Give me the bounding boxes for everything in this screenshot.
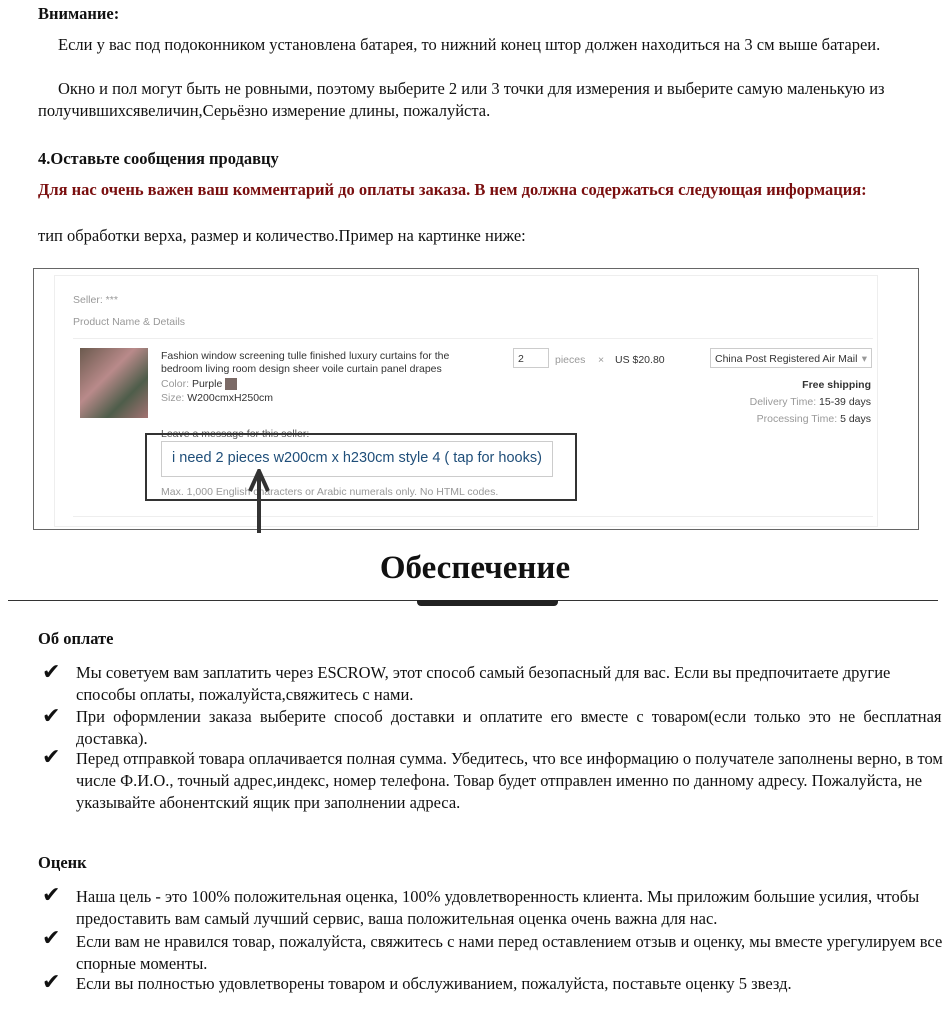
payment-item: Мы советуем вам заплатить через ESCROW, этот способ самый безопасный для вас. Если вы предпочитаете другие способы оплаты, пожалуйста,свяжитесь с нами. <box>76 663 891 704</box>
rating-item: Наша цель - это 100% положительная оценка, 100% удовлетворенность клиента. Мы приложим большие усилия, чтобы предоставить вам самый лучший сервис, ваша положительная оценка очень важна для нас. <box>76 887 920 928</box>
order-example-screenshot <box>33 268 919 530</box>
chevron-down-icon: ▾ <box>861 353 867 365</box>
message-textarea[interactable]: i need 2 pieces w200cm x h230cm style 4 ( tap for hooks) <box>161 441 553 477</box>
arrow-up-icon <box>248 469 270 533</box>
message-hint: Max. 1,000 English characters or Arabic numerals only. No HTML codes. <box>161 486 499 498</box>
color-value: Purple <box>191 378 223 390</box>
check-icon: ✔ <box>42 703 61 728</box>
divider-tab <box>417 600 558 606</box>
delivery-label: Delivery Time: <box>749 396 817 408</box>
delivery-value: 15-39 days <box>819 396 871 408</box>
size-label: Size: <box>161 392 185 404</box>
color-label: Color: <box>161 378 190 390</box>
guarantee-title: Обеспечение <box>379 550 571 586</box>
check-icon: ✔ <box>42 969 61 994</box>
highlight-box <box>145 433 577 501</box>
payment-item: При оформлении заказа выберите способ доставки и оплатите его вместе с товаром(если только это не бесплатная доставка). <box>76 707 942 748</box>
payment-item: Перед отправкой товара оплачивается полная сумма. Убедитесь, что все информацию о получателе заполнены верно, в том числе Ф.И.О., точный адрес,индекс, номер телефона. Товар будет отправлен именно по данному адресу. Пожалуйста, не указывайте абонентский ящик при заполнении адреса. <box>76 749 943 812</box>
product-name: Fashion window screening tulle finished luxury curtains for the bedroom living room design sheer voile curtain panel drapes <box>161 350 450 375</box>
unit-price: US $20.80 <box>615 354 665 366</box>
seller-label: Seller: *** <box>73 294 118 306</box>
attention-p1: Если у вас под подоконником установлена батарея, то нижний конец штор должен находиться на 3 см выше батареи. <box>58 35 881 54</box>
attention-title: Внимание: <box>38 4 120 23</box>
shipping-method-select[interactable] <box>710 348 872 368</box>
rating-title: Оценк <box>38 853 87 872</box>
product-thumbnail <box>80 348 148 418</box>
section4-important: Для нас очень важен ваш комментарий до оплаты заказа. В нем должна содержаться следующая информация: <box>38 180 867 199</box>
section4-title: 4.Оставьте сообщения продавцу <box>38 149 279 168</box>
rating-item: Если вы полностью удовлетворены товаром и обслуживанием, пожалуйста, поставьте оценку 5 звезд. <box>76 974 792 993</box>
message-label: Leave a message for this seller: <box>161 428 310 440</box>
size-value: W200cmxH250cm <box>187 392 274 404</box>
color-swatch <box>225 378 237 390</box>
shipping-method-value: China Post Registered Air Mail <box>715 353 858 365</box>
check-icon: ✔ <box>42 659 61 684</box>
rating-item: Если вам не нравился товар, пожалуйста, свяжитесь с нами перед оставлением отзыв и оценку, мы вместе урегулируем все спорные моменты. <box>76 932 943 973</box>
payment-title: Об оплате <box>38 629 114 648</box>
attention-p2: Окно и пол могут быть не ровными, поэтому выберите 2 или 3 точки для измерения и выберите самую маленькую из получившихсявеличин,Серьёзно измерение длины, пожалуйста. <box>38 79 885 120</box>
check-icon: ✔ <box>42 744 61 769</box>
check-icon: ✔ <box>42 925 61 950</box>
free-shipping: Free shipping <box>802 379 871 391</box>
pieces-label: pieces <box>555 354 586 366</box>
section4-text: тип обработки верха, размер и количество.Пример на картинке ниже: <box>38 226 526 245</box>
quantity-input[interactable]: 2 <box>513 348 549 368</box>
processing-label: Processing Time: <box>756 413 838 425</box>
processing-value: 5 days <box>840 413 871 425</box>
times-sign: × <box>598 354 605 366</box>
check-icon: ✔ <box>42 882 61 907</box>
product-header: Product Name & Details <box>73 316 186 328</box>
